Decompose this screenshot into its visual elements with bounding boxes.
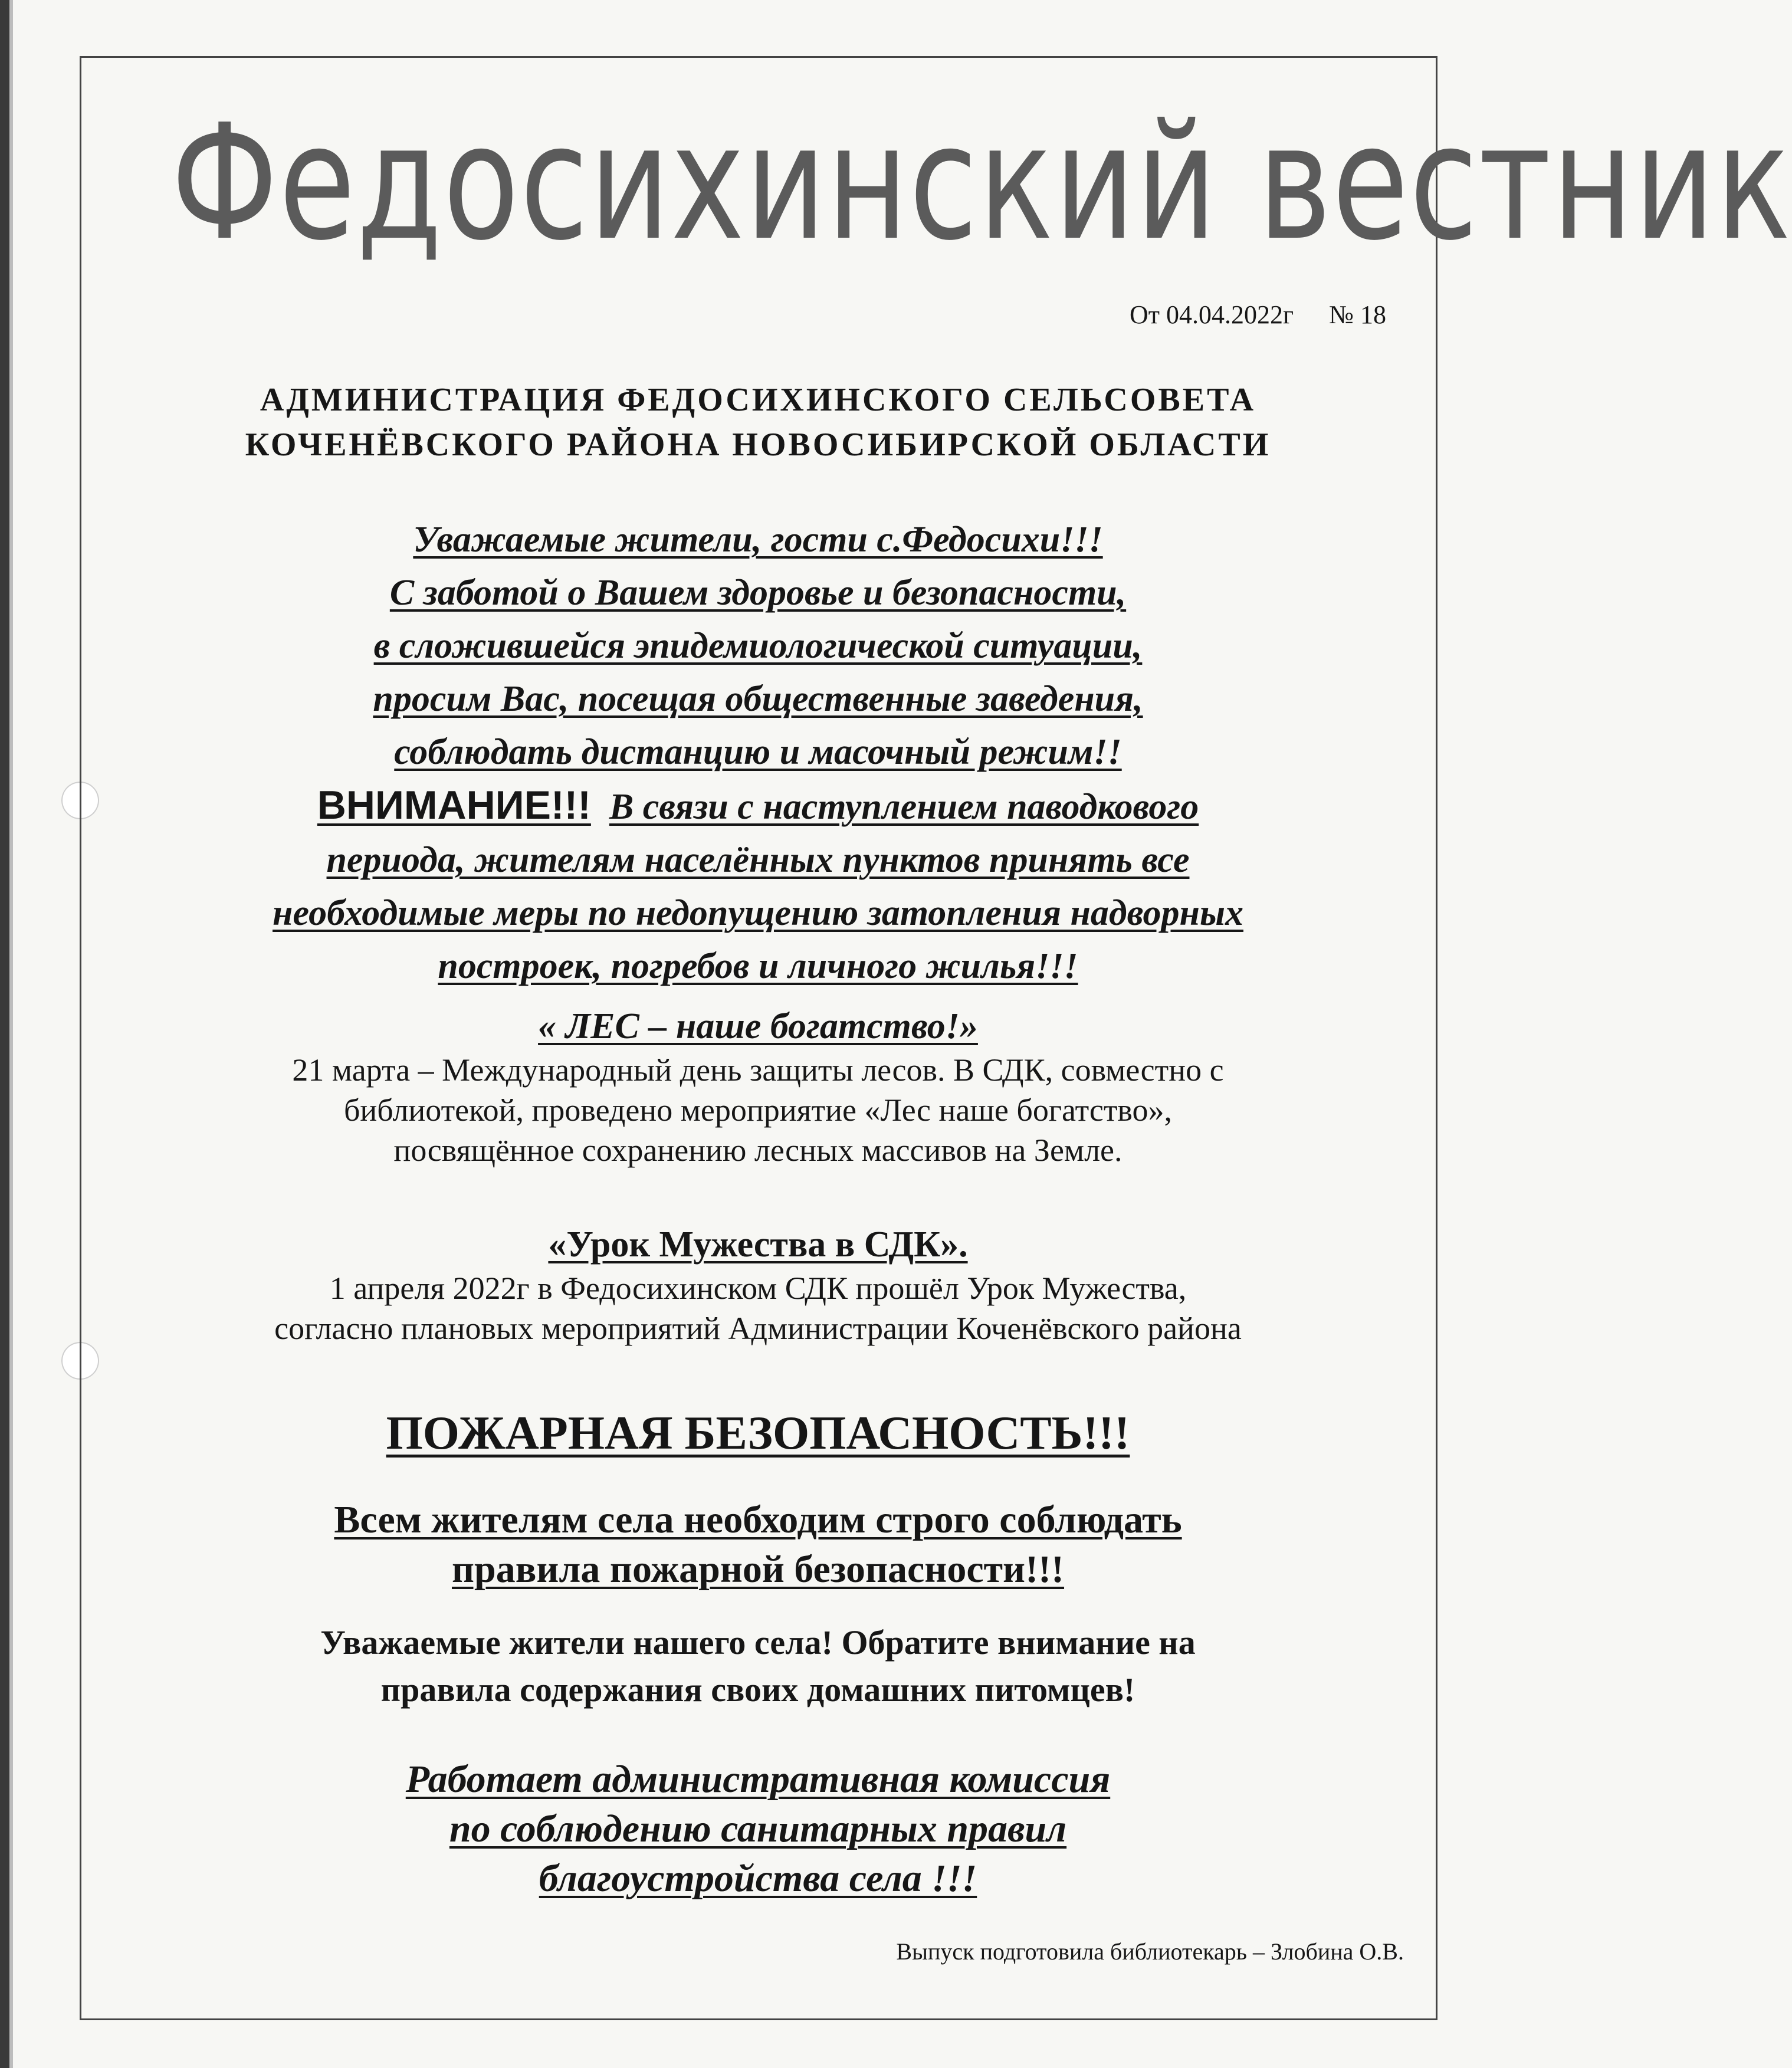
forest-line: библиотекой, проведено мероприятие «Лес наше богатство», [343,1092,1173,1128]
fire-safety-rule [88,1495,1427,1594]
appeal-line: просим Вас, посещая общественные заведения, [373,679,1143,719]
appeal-line: в сложившейся эпидемиологической ситуации, [373,626,1143,666]
appeal-line: соблюдать дистанцию и масочный режим!! [394,732,1122,772]
flood-line: периода, жителям населённых пунктов принять все [326,840,1190,880]
commission-notice [88,1755,1427,1903]
issue-info [1130,300,1386,330]
issue-date: От 04.04.2022г [1129,300,1294,329]
covid-appeal [88,513,1427,779]
forest-line: 21 марта – Международный день защиты лесов. В СДК, совместно с [292,1052,1224,1088]
forest-article [88,1003,1427,1170]
courage-lesson-article [88,1221,1427,1348]
administration-header [88,378,1427,467]
pets-line: Уважаемые жители нашего села! Обратите внимание на [320,1623,1196,1662]
attention-label: ВНИМАНИЕ!!! [317,783,591,828]
appeal-line: С заботой о Вашем здоровье и безопасности, [389,573,1127,613]
flood-warning [88,779,1427,993]
forest-title: « ЛЕС – наше богатство!» [538,1006,978,1046]
appeal-line: Уважаемые жители, гости с.Федосихи!!! [413,520,1103,560]
newspaper-masthead: Федосихинский вестник [171,90,1792,275]
commission-line: по соблюдению санитарных правил [449,1807,1067,1850]
fire-line: правила пожарной безопасности!!! [451,1548,1065,1591]
flood-line: необходимые меры по недопущению затопления надворных [273,893,1243,933]
lesson-line: согласно плановых мероприятий Администрации Коченёвского района [274,1311,1242,1346]
lesson-title: «Урок Мужества в СДК». [548,1225,968,1265]
flood-line: В связи с наступлением паводкового [609,787,1199,827]
scan-edge-shadow [9,0,13,2068]
commission-line: Работает административная комиссия [405,1758,1111,1801]
fire-safety-heading: ПОЖАРНАЯ БЕЗОПАСНОСТЬ!!! [386,1407,1130,1459]
issue-credit: Выпуск подготовила библиотекарь – Злобина О.В. [896,1938,1404,1965]
scan-edge [0,0,9,2068]
admin-line: КОЧЕНЁВСКОГО РАЙОНА НОВОСИБИРСКОЙ ОБЛАСТИ [245,426,1271,463]
issue-number: № 18 [1329,300,1386,329]
pets-line: правила содержания своих домашних питомцев! [380,1670,1135,1709]
forest-line: посвящённое сохранению лесных массивов на Земле. [393,1133,1123,1168]
commission-line: благоустройства села !!! [539,1857,977,1900]
flood-line: построек, погребов и личного жилья!!! [438,946,1078,986]
pets-notice [88,1619,1427,1714]
fire-line: Всем жителям села необходим строго соблюдать [334,1498,1182,1541]
lesson-line: 1 апреля 2022г в Федосихинском СДК прошёл Урок Мужества, [329,1271,1187,1306]
admin-line: АДМИНИСТРАЦИЯ ФЕДОСИХИНСКОГО СЕЛЬСОВЕТА [260,382,1256,418]
